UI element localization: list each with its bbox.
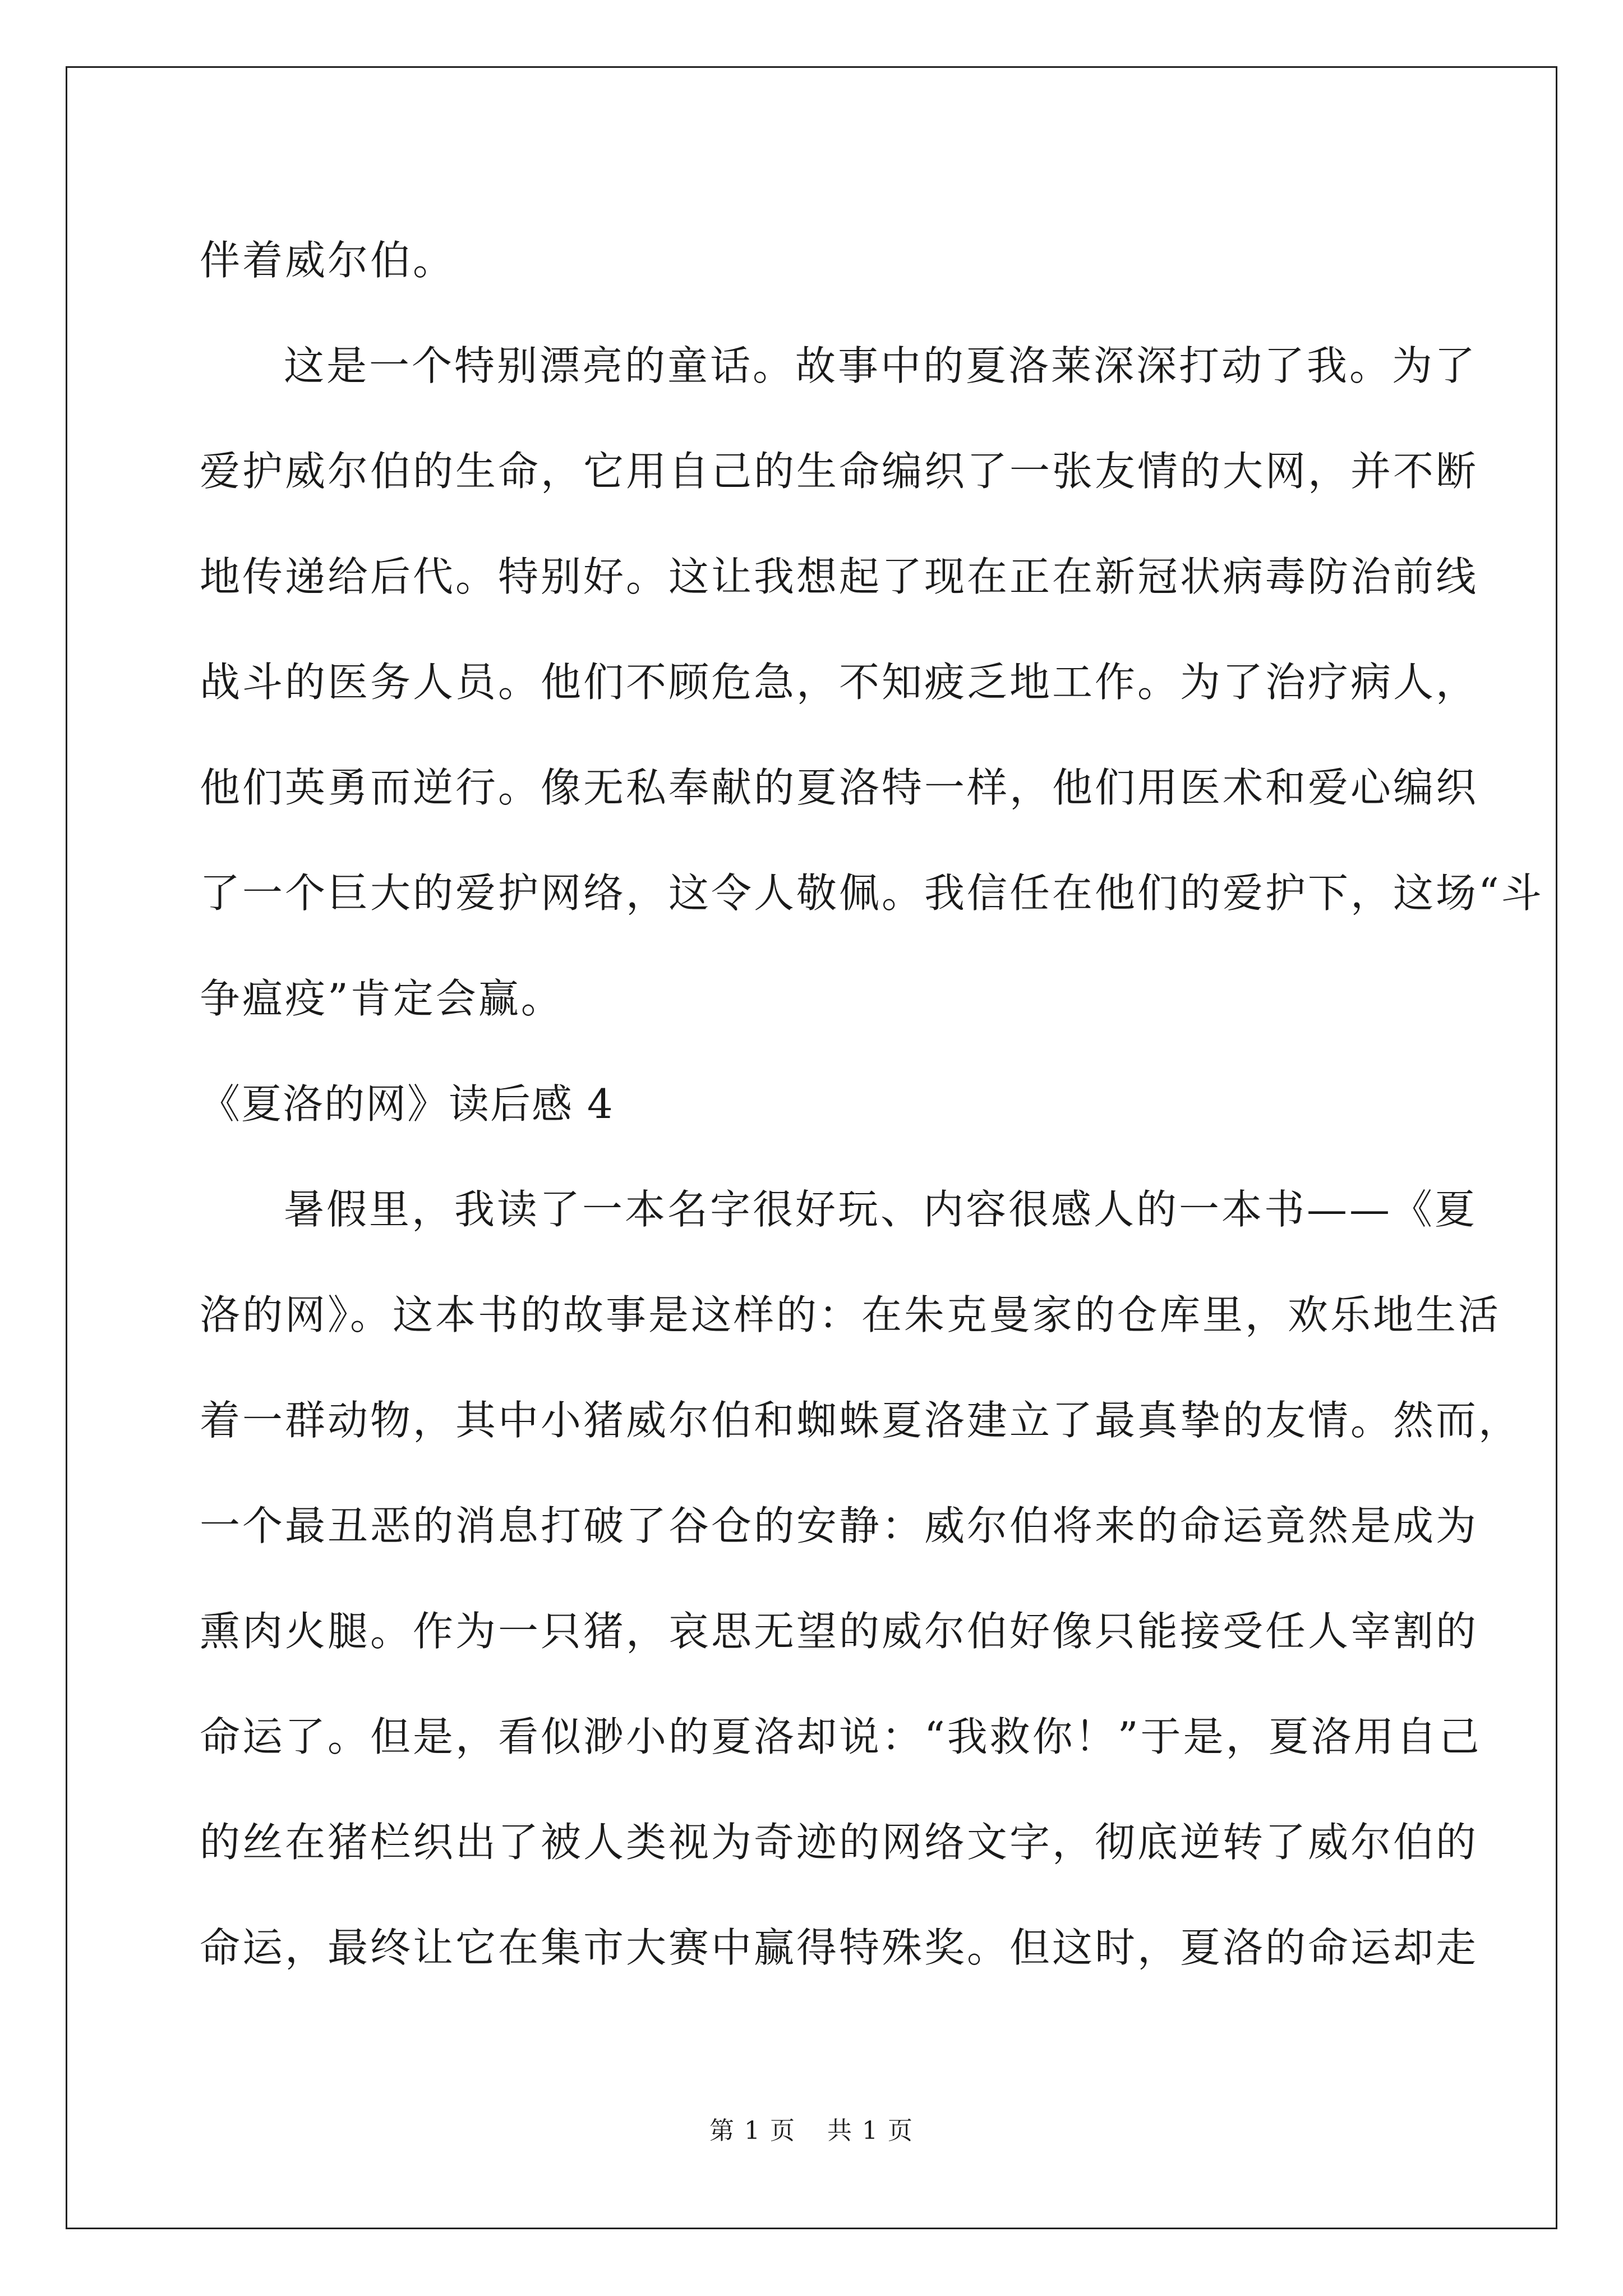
text-line: 暑假里，我读了一本名字很好玩、内容很感人的一本书——《夏 <box>284 1186 1478 1233</box>
text-line: 伴着威尔伯。 <box>200 237 456 284</box>
page-footer <box>0 2110 1623 2146</box>
text-line: 他们英勇而逆行。像无私奉献的夏洛特一样，他们用医术和爱心编织 <box>200 764 1479 811</box>
text-line: 洛的网》。这本书的故事是这样的：在朱克曼家的仓库里，欢乐地生活 <box>200 1291 1501 1338</box>
text-line: 了一个巨大的爱护网络，这令人敬佩。我信任在他们的爱护下，这场“斗 <box>200 869 1544 917</box>
text-line: 命运，最终让它在集市大赛中赢得特殊奖。但这时，夏洛的命运却走 <box>200 1924 1479 1971</box>
text-line: 争瘟疫”肯定会赢。 <box>200 975 564 1022</box>
page-number-total: 共 1 页 <box>827 2116 914 2145</box>
text-line: 熏肉火腿。作为一只猪，哀思无望的威尔伯好像只能接受任人宰割的 <box>200 1608 1479 1655</box>
section-heading: 《夏洛的网》读后感 4 <box>200 1080 614 1128</box>
page-number-current: 第 1 页 <box>709 2116 796 2145</box>
text-line: 这是一个特别漂亮的童话。故事中的夏洛莱深深打动了我。为了 <box>284 342 1478 389</box>
text-line: 着一群动物，其中小猪威尔伯和蜘蛛夏洛建立了最真挚的友情。然而， <box>200 1397 1521 1444</box>
text-line: 地传递给后代。特别好。这让我想起了现在正在新冠状病毒防治前线 <box>200 553 1479 600</box>
text-line: 爱护威尔伯的生命，它用自己的生命编织了一张友情的大网，并不断 <box>200 448 1479 495</box>
text-line: 命运了。但是，看似渺小的夏洛却说：“我救你！”于是，夏洛用自己 <box>200 1713 1482 1760</box>
text-line: 一个最丑恶的消息打破了谷仓的安静：威尔伯将来的命运竟然是成为 <box>200 1502 1479 1549</box>
document-body <box>200 208 1544 2000</box>
text-line: 战斗的医务人员。他们不顾危急，不知疲乏地工作。为了治疗病人， <box>200 659 1479 706</box>
text-line: 的丝在猪栏织出了被人类视为奇迹的网络文字，彻底逆转了威尔伯的 <box>200 1819 1479 1866</box>
